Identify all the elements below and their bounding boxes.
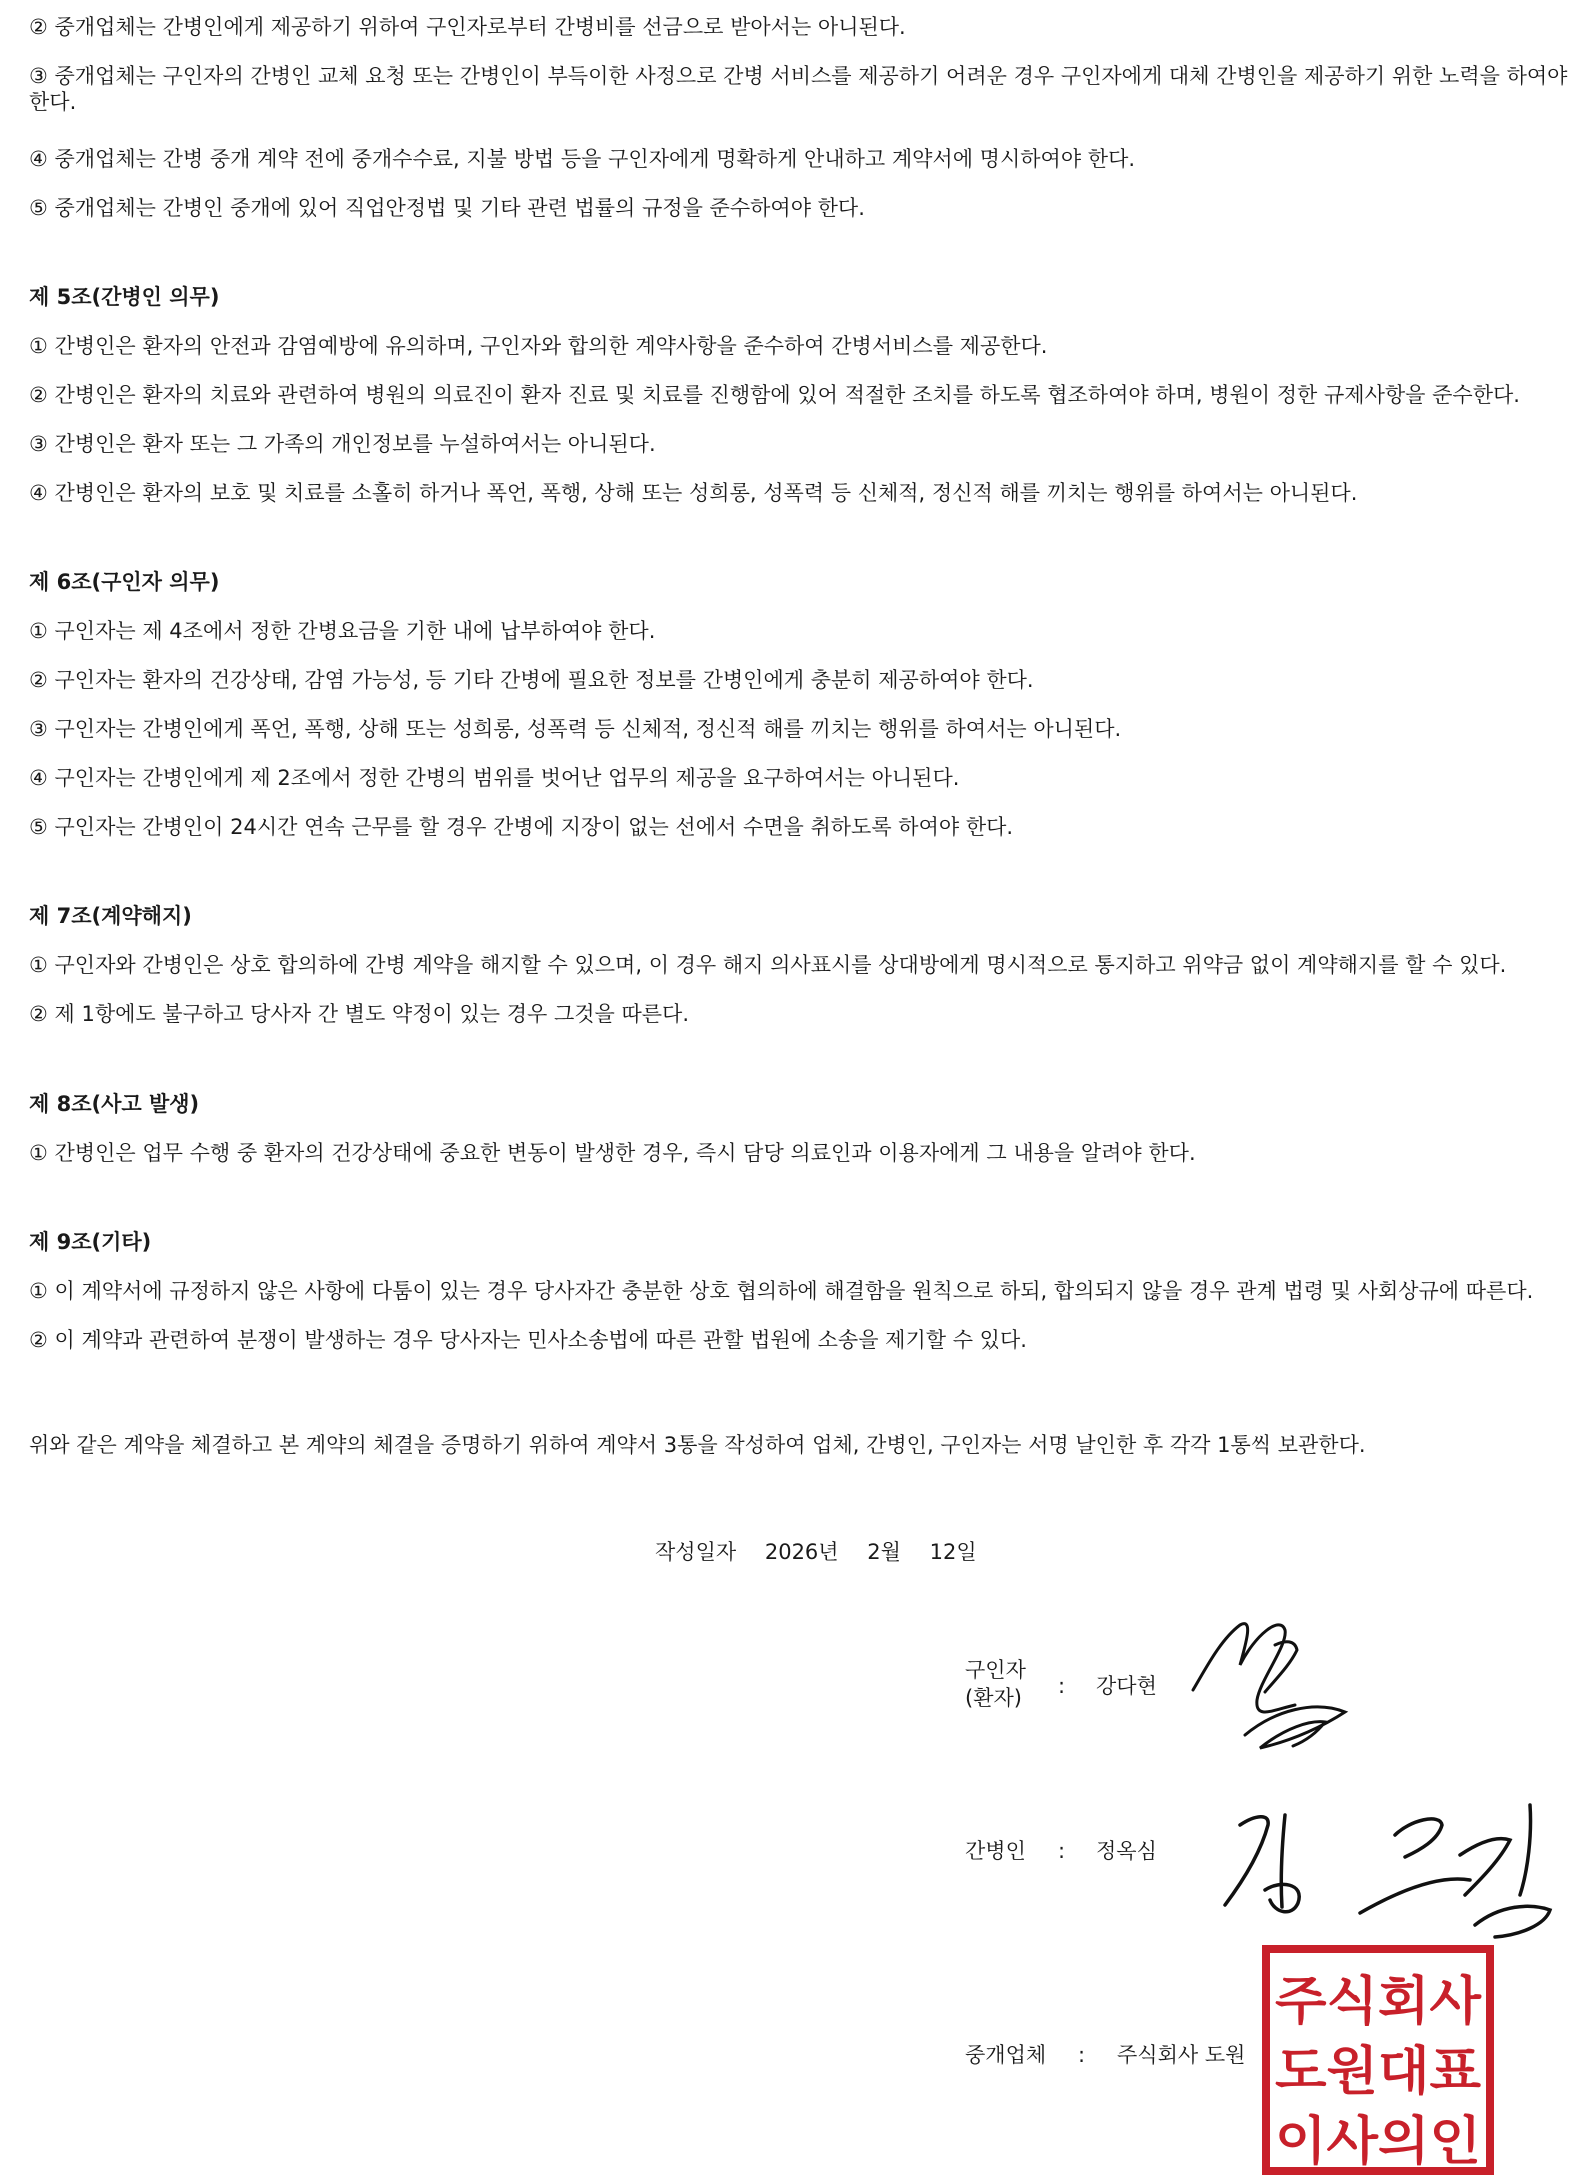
article-8-heading: 제 8조(사고 발생) [29,1092,200,1116]
date-day: 12일 [929,1540,977,1564]
date-year: 2026년 [764,1540,839,1564]
date-month: 2월 [867,1540,901,1564]
employer-label: 구인자 (환자) [965,1658,1026,1710]
clause-9-1: ① 이 계약서에 규정하지 않은 사항에 다툼이 있는 경우 당사자간 충분한 상호 협의하에 해결함을 원칙으로 하되, 합의되지 않을 경우 관계 법령 및 사회상규에 따른다. [29,1279,1534,1303]
clause-9-2: ② 이 계약과 관련하여 분쟁이 발생하는 경우 당사자는 민사소송법에 따른 관할 법원에 소송을 제기할 수 있다. [29,1328,1027,1352]
agency-label: 중개업체 [965,2043,1047,2067]
caregiver-signature [1210,1795,1565,1945]
seal-row-3: 이사의인 [1275,2112,1481,2172]
clause-6-2: ② 구인자는 환자의 건강상태, 감염 가능성, 등 기타 간병에 필요한 정보를 간병인에게 충분히 제공하여야 한다. [29,668,1034,692]
clause-7-1: ① 구인자와 간병인은 상호 합의하에 간병 계약을 해지할 수 있으며, 이 경우 해지 의사표시를 상대방에게 명시적으로 통지하고 위약금 없이 계약해지를 할 수 있다. [29,953,1507,977]
seal-row-2: 도원대표 [1275,2042,1481,2102]
clause-4-2: ② 중개업체는 간병인에게 제공하기 위하여 구인자로부터 간병비를 선금으로 받아서는 아니된다. [29,15,906,39]
clause-7-2: ② 제 1항에도 불구하고 당사자 간 별도 약정이 있는 경우 그것을 따른다. [29,1002,690,1026]
clause-6-3: ③ 구인자는 간병인에게 폭언, 폭행, 상해 또는 성희롱, 성폭력 등 신체적, 정신적 해를 끼치는 행위를 하여서는 아니된다. [29,717,1122,741]
clause-4-4: ④ 중개업체는 간병 중개 계약 전에 중개수수료, 지불 방법 등을 구인자에게 명확하게 안내하고 계약서에 명시하여야 한다. [29,147,1136,171]
article-6-heading: 제 6조(구인자 의무) [29,570,220,594]
employer-colon: : [1058,1674,1066,1698]
seal-row-1: 주식회사 [1275,1972,1482,2032]
clause-6-4: ④ 구인자는 간병인에게 제 2조에서 정한 간병의 범위를 벗어난 업무의 제공을 요구하여서는 아니된다. [29,766,960,790]
clause-5-1: ① 간병인은 환자의 안전과 감염예방에 유의하며, 구인자와 합의한 계약사항을 준수하여 간병서비스를 제공한다. [29,334,1048,358]
clause-5-3: ③ 간병인은 환자 또는 그 가족의 개인정보를 누설하여서는 아니된다. [29,432,656,456]
date-line [655,1536,977,1566]
company-seal-stamp [1262,1945,1494,2175]
clause-6-5: ⑤ 구인자는 간병인이 24시간 연속 근무를 할 경우 간병에 지장이 없는 선에서 수면을 취하도록 하여야 한다. [29,815,1014,839]
article-9-heading: 제 9조(기타) [29,1230,152,1254]
caregiver-name: 정옥심 [1096,1839,1157,1863]
employer-name: 강다현 [1096,1674,1157,1698]
clause-5-4: ④ 간병인은 환자의 보호 및 치료를 소홀히 하거나 폭언, 폭행, 상해 또는 성희롱, 성폭력 등 신체적, 정신적 해를 끼치는 행위를 하여서는 아니된다. [29,481,1358,505]
clause-6-1: ① 구인자는 제 4조에서 정한 간병요금을 기한 내에 납부하여야 한다. [29,619,656,643]
caregiver-colon: : [1058,1839,1066,1863]
clause-4-5: ⑤ 중개업체는 간병인 중개에 있어 직업안정법 및 기타 관련 법률의 규정을 준수하여야 한다. [29,196,865,220]
caregiver-label: 간병인 [965,1839,1026,1863]
agency-colon: : [1078,2043,1086,2067]
clause-8-1: ① 간병인은 업무 수행 중 환자의 건강상태에 중요한 변동이 발생한 경우, 즉시 담당 의료인과 이용자에게 그 내용을 알려야 한다. [29,1141,1196,1165]
clause-4-3: ③ 중개업체는 구인자의 간병인 교체 요청 또는 간병인이 부득이한 사정으로 간병 서비스를 제공하기 어려운 경우 구인자에게 대체 간병인을 제공하기 위한 노력을 하여야 한다. [29,64,1568,114]
article-7-heading: 제 7조(계약해지) [29,904,192,928]
agency-name: 주식회사 도원 [1117,2043,1246,2067]
closing-statement: 위와 같은 계약을 체결하고 본 계약의 체결을 증명하기 위하여 계약서 3통을 작성하여 업체, 간병인, 구인자는 서명 날인한 후 각각 1통씩 보관한다. [29,1433,1366,1457]
employer-signature [1185,1610,1365,1760]
date-label: 작성일자 [655,1540,737,1564]
clause-5-2: ② 간병인은 환자의 치료와 관련하여 병원의 의료진이 환자 진료 및 치료를 진행함에 있어 적절한 조치를 하도록 협조하여야 하며, 병원이 정한 규제사항을 준수한다. [29,383,1520,407]
article-5-heading: 제 5조(간병인 의무) [29,285,220,309]
